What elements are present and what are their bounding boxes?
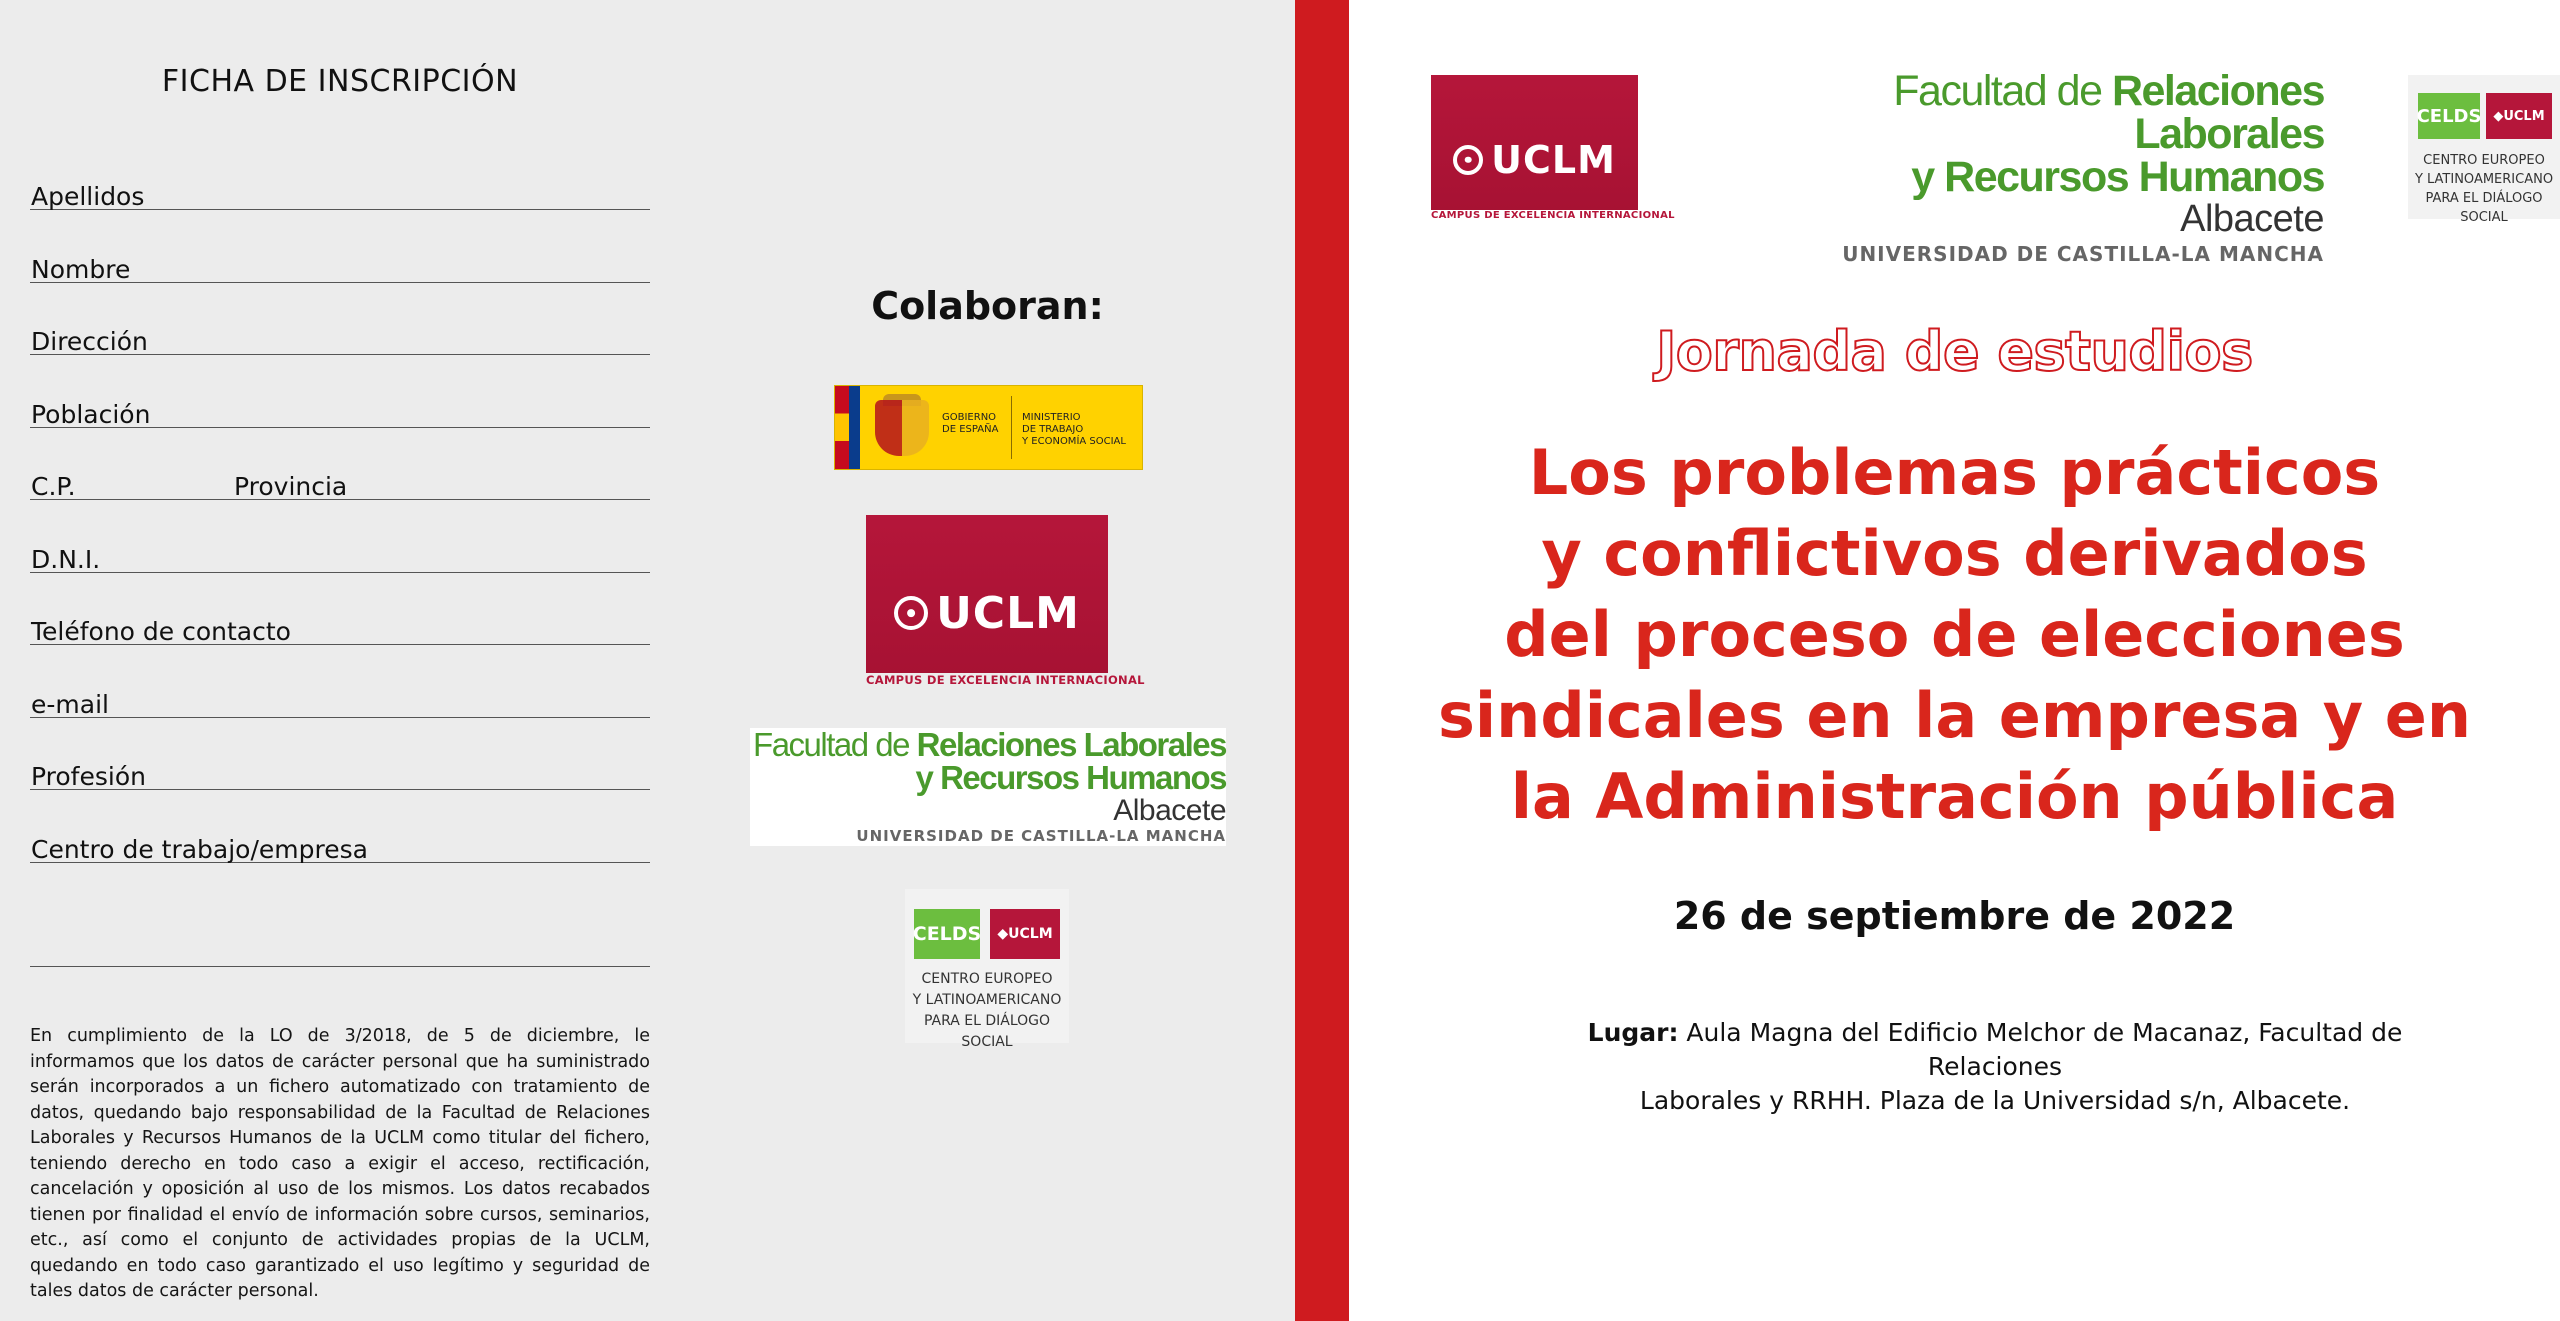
- field-label: Profesión: [31, 762, 146, 791]
- location-line2: Laborales y RRHH. Plaza de la Universidad s/n, Albacete.: [1639, 1086, 2351, 1115]
- facultad-line1: Facultad de Relaciones Laborales: [1893, 67, 2324, 158]
- event-title-line: la Administración pública: [1510, 760, 2399, 833]
- ministerio-text: MINISTERIO DE TRABAJO Y ECONOMÍA SOCIAL: [1022, 412, 1126, 447]
- facultad-logo-header: [1700, 67, 2324, 266]
- event-title-line: sindicales en la empresa y en: [1438, 679, 2471, 752]
- event-date: 26 de septiembre de 2022: [1673, 894, 2236, 938]
- eu-stripe-icon: [849, 386, 860, 469]
- field-nombre[interactable]: [30, 234, 650, 283]
- field-label: Teléfono de contacto: [31, 617, 291, 646]
- field-direccion[interactable]: [30, 306, 650, 355]
- gobierno-text: GOBIERNO DE ESPAÑA: [942, 412, 999, 435]
- celds-logo-header: [2408, 75, 2560, 225]
- event-title-line: del proceso de elecciones: [1504, 598, 2405, 671]
- field-poblacion[interactable]: [30, 379, 650, 428]
- facultad-line1: Facultad de Relaciones Laborales: [753, 726, 1226, 763]
- event-title-line: Los problemas prácticos: [1528, 436, 2381, 509]
- uclm-emblem-icon: [1453, 145, 1483, 175]
- event-title-line: y conflictivos derivados: [1541, 517, 2368, 590]
- field-centro[interactable]: [30, 814, 650, 863]
- celds-caption: CENTRO EUROPEO Y LATINOAMERICANO PARA EL DIÁLOGO SOCIAL: [2414, 153, 2554, 225]
- field-label: e-mail: [31, 690, 109, 719]
- form-title: FICHA DE INSCRIPCIÓN: [161, 64, 519, 99]
- field-label: Dirección: [31, 327, 148, 356]
- flag-icon: [835, 386, 849, 469]
- uclm-campus-caption: CAMPUS DE EXCELENCIA INTERNACIONAL: [866, 673, 1145, 687]
- field-label-cp: C.P.: [31, 472, 76, 501]
- uclm-emblem-icon: [894, 596, 928, 630]
- facultad-line2: y Recursos Humanos: [915, 759, 1226, 796]
- field-dni[interactable]: [30, 524, 650, 573]
- location-label: Lugar:: [1587, 1018, 1679, 1047]
- event-title: [1349, 432, 2560, 837]
- privacy-notice: En cumplimiento de la LO de 3/2018, de 5 de diciembre, le informamos que los datos de carácter personal que ha suministrado serán incorporados a un fichero automatizado con tratamiento de datos, quedando bajo responsabilidad de la Facultad de Relaciones Laborales y Recursos Humanos de la UCLM como titular del fichero, teniendo derecho en todo caso a exigir el acceso, rectificación, cancelación y oposición al uso de los mismos. Los datos recabados tienen por finalidad el envío de información sobre cursos, seminarios, etc., así como el conjunto de actividades propias de la UCLM, quedando en todo caso garantizado el uso legítimo y seguridad de tales datos de carácter personal.: [30, 1026, 650, 1301]
- uclm-logo-header: UCLM: [1431, 75, 1638, 210]
- field-label-provincia: Provincia: [234, 472, 348, 501]
- field-label: Nombre: [31, 255, 131, 284]
- field-email[interactable]: [30, 669, 650, 718]
- field-label: Apellidos: [31, 182, 145, 211]
- celds-uclm-badge: ◆UCLM: [2486, 93, 2552, 139]
- facultad-line3: Albacete: [1113, 794, 1226, 827]
- event-kind: Jornada de estudios: [1656, 320, 2253, 383]
- facultad-line4: UNIVERSIDAD DE CASTILLA-LA MANCHA: [856, 827, 1226, 845]
- field-label: Centro de trabajo/empresa: [31, 835, 368, 864]
- location-line1: Aula Magna del Edificio Melchor de Macanaz, Facultad de Relaciones: [1678, 1018, 2403, 1081]
- celds-uclm-badge: ◆UCLM: [990, 909, 1060, 959]
- colaboran-heading: Colaboran:: [871, 284, 1104, 328]
- uclm-campus-caption-header: CAMPUS DE EXCELENCIA INTERNACIONAL: [1431, 210, 1675, 221]
- divider-bar: [1295, 0, 1349, 1321]
- field-label: D.N.I.: [31, 545, 101, 574]
- uclm-logo-center: UCLM: [866, 515, 1108, 673]
- facultad-line2: y Recursos Humanos: [1911, 153, 2324, 201]
- field-telefono[interactable]: [30, 596, 650, 645]
- coat-of-arms-icon: [875, 400, 929, 456]
- gobierno-logo: [834, 385, 1143, 470]
- field-apellidos[interactable]: [30, 161, 650, 210]
- field-centro-extra-line[interactable]: [30, 918, 650, 967]
- field-label: Población: [31, 400, 151, 429]
- facultad-line3: Albacete: [2180, 198, 2324, 240]
- facultad-line4: UNIVERSIDAD DE CASTILLA-LA MANCHA: [1842, 241, 2324, 266]
- field-profesion[interactable]: [30, 741, 650, 790]
- celds-caption: CENTRO EUROPEO Y LATINOAMERICANO PARA EL DIÁLOGO SOCIAL: [912, 971, 1062, 1050]
- celds-badge: CELDS: [914, 909, 980, 959]
- gobierno-separator: [1011, 396, 1012, 459]
- event-location: [1520, 1016, 2470, 1118]
- facultad-logo-center: [750, 728, 1226, 846]
- field-cp-provincia[interactable]: [30, 451, 650, 500]
- celds-badge: CELDS: [2418, 93, 2480, 139]
- celds-logo-center: [905, 889, 1069, 1050]
